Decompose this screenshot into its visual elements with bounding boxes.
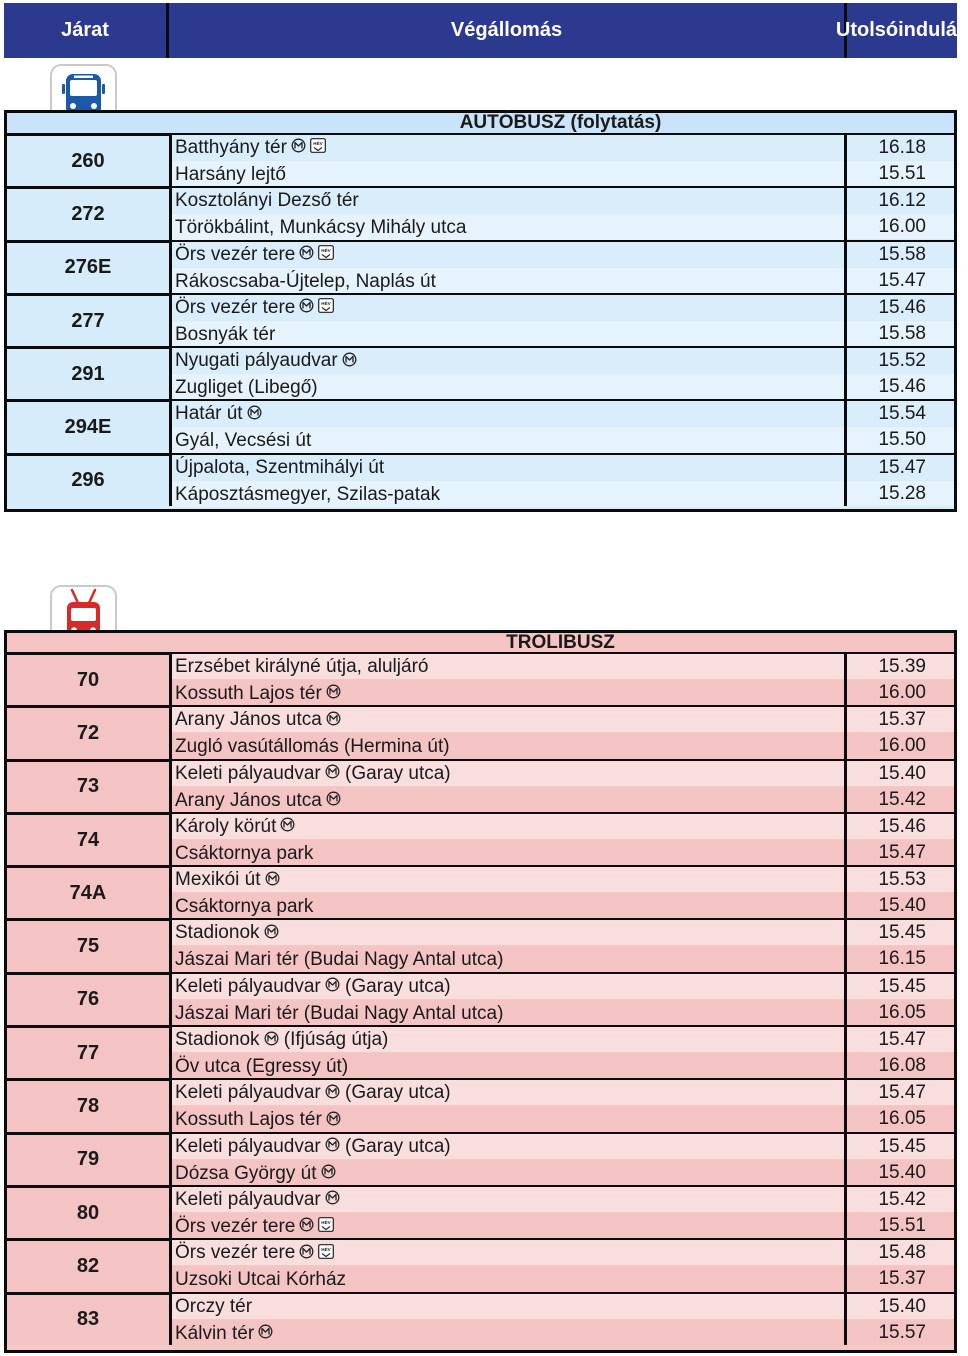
terminus-cell — [172, 1295, 847, 1345]
destination-text: Kosztolányi Dezső tér — [175, 190, 359, 212]
route-number: 74A — [7, 868, 172, 918]
destination-text: Örs vezér tere — [175, 1215, 296, 1237]
trolleybus-table — [4, 630, 957, 1353]
last-departure-2: 15.50 — [847, 427, 954, 452]
metro-icon — [326, 684, 341, 699]
last-departure-2: 15.51 — [847, 1213, 954, 1238]
terminus-2 — [172, 268, 844, 294]
destination-text: Mexikói út — [175, 869, 261, 891]
metro-icon — [325, 977, 340, 992]
terminus-2 — [172, 787, 844, 813]
route-number: 276E — [7, 243, 172, 293]
last-departure-cell — [847, 708, 954, 758]
bus-section-title: AUTÓBUSZ (folytatás) — [7, 113, 954, 133]
destination-text: Keleti pályaudvar — [175, 1188, 321, 1210]
table-row — [7, 1185, 954, 1238]
col-last-departure-header — [835, 3, 968, 58]
last-departure-1: 15.48 — [847, 1240, 954, 1265]
last-departure-1: 15.47 — [847, 1080, 954, 1105]
table-row — [7, 1238, 954, 1291]
last-departure-2: 15.28 — [847, 481, 954, 506]
destination-text: Jászai Mari tér (Budai Nagy Antal utca) — [175, 1002, 504, 1024]
last-departure-1: 15.42 — [847, 1187, 954, 1212]
last-departure-1: 15.40 — [847, 761, 954, 786]
destination-text: Rákoscsaba-Újtelep, Naplás út — [175, 270, 436, 292]
terminus-2 — [172, 1213, 844, 1239]
last-departure-2: 16.15 — [847, 946, 954, 971]
destination-text: Kálvin tér — [175, 1322, 255, 1344]
trolleybus-section-title: TROLIBUSZ — [7, 633, 954, 652]
last-departure-1: 15.39 — [847, 654, 954, 679]
destination-suffix: (Ifjúság útja) — [283, 1029, 389, 1051]
last-departure-cell — [847, 762, 954, 812]
terminus-1 — [172, 814, 844, 839]
terminus-1 — [172, 1027, 844, 1052]
route-number: 82 — [7, 1241, 172, 1291]
last-departure-2: 15.42 — [847, 787, 954, 812]
destination-text: Zugliget (Libegő) — [175, 377, 318, 399]
metro-icon — [325, 1190, 340, 1205]
metro-icon — [299, 245, 314, 260]
last-departure-2: 15.47 — [847, 840, 954, 865]
last-departure-2: 15.58 — [847, 321, 954, 346]
terminus-cell — [172, 349, 847, 399]
destination-text: Nyugati pályaudvar — [175, 350, 338, 372]
destination-text: Arany János utca — [175, 789, 322, 811]
table-row — [7, 865, 954, 918]
terminus-1 — [172, 920, 844, 945]
svg-text:HÉV: HÉV — [321, 248, 332, 254]
last-departure-1: 15.54 — [847, 401, 954, 426]
terminus-1 — [172, 455, 844, 480]
terminus-2 — [172, 1320, 844, 1346]
metro-icon — [291, 138, 306, 153]
last-departure-1: 16.18 — [847, 135, 954, 160]
terminus-1 — [172, 242, 844, 267]
destination-text: Csáktornya park — [175, 896, 314, 918]
route-number: 294E — [7, 402, 172, 452]
destination-text: Arany János utca — [175, 709, 322, 731]
destination-suffix: (Garay utca) — [345, 1082, 451, 1104]
route-number: 80 — [7, 1188, 172, 1238]
destination-text: Törökbálint, Munkácsy Mihály utca — [175, 217, 467, 239]
table-row — [7, 186, 954, 239]
terminus-1 — [172, 867, 844, 892]
last-departure-cell — [847, 1135, 954, 1185]
last-departure-cell — [847, 975, 954, 1025]
last-departure-1: 15.45 — [847, 1134, 954, 1159]
terminus-2 — [172, 1266, 844, 1292]
terminus-2 — [172, 893, 844, 919]
metro-icon — [326, 711, 341, 726]
destination-suffix: (Garay utca) — [345, 762, 451, 784]
hev-icon — [318, 298, 334, 313]
last-departure-1: 16.12 — [847, 188, 954, 213]
col-terminus-header: Végállomás — [169, 3, 847, 58]
route-number: 79 — [7, 1135, 172, 1185]
destination-text: Újpalota, Szentmihályi út — [175, 456, 385, 478]
destination-text: Bosnyák tér — [175, 323, 276, 345]
destination-text: Csáktornya park — [175, 842, 314, 864]
terminus-2 — [172, 840, 844, 866]
destination-text: Zugló vasútállomás (Hermina út) — [175, 736, 450, 758]
last-departure-cell — [847, 136, 954, 186]
hev-icon — [318, 245, 334, 260]
terminus-cell — [172, 136, 847, 186]
terminus-1 — [172, 1294, 844, 1319]
last-departure-1: 15.47 — [847, 1027, 954, 1052]
terminus-1 — [172, 348, 844, 373]
metro-icon — [258, 1324, 273, 1339]
terminus-cell — [172, 708, 847, 758]
last-departure-1: 15.45 — [847, 920, 954, 945]
terminus-cell — [172, 189, 847, 239]
destination-text: Keleti pályaudvar — [175, 1135, 321, 1157]
last-departure-2: 15.40 — [847, 893, 954, 918]
svg-text:HÉV: HÉV — [321, 1220, 332, 1226]
last-departure-2: 16.00 — [847, 214, 954, 239]
destination-text: Örs vezér tere — [175, 1242, 296, 1264]
destination-text: Örs vezér tere — [175, 296, 296, 318]
destination-text: Keleti pályaudvar — [175, 975, 321, 997]
last-departure-cell — [847, 1241, 954, 1291]
terminus-1 — [172, 401, 844, 426]
last-departure-cell — [847, 402, 954, 452]
metro-icon — [325, 764, 340, 779]
table-row — [7, 133, 954, 186]
table-row — [7, 759, 954, 812]
destination-text: Stadionok — [175, 922, 260, 944]
terminus-1 — [172, 188, 844, 213]
terminus-2 — [172, 680, 844, 706]
last-departure-2: 16.08 — [847, 1053, 954, 1078]
last-departure-cell — [847, 1295, 954, 1345]
svg-text:HÉV: HÉV — [321, 301, 332, 307]
last-departure-cell — [847, 868, 954, 918]
route-number: 73 — [7, 762, 172, 812]
last-departure-2: 15.57 — [847, 1320, 954, 1345]
metro-icon — [280, 817, 295, 832]
terminus-2 — [172, 321, 844, 347]
destination-text: Keleti pályaudvar — [175, 762, 321, 784]
hev-icon — [310, 138, 326, 153]
last-departure-1: 15.45 — [847, 974, 954, 999]
metro-icon — [265, 871, 280, 886]
table-row — [7, 293, 954, 346]
terminus-2 — [172, 1106, 844, 1132]
terminus-2 — [172, 161, 844, 187]
metro-icon — [342, 352, 357, 367]
route-number: 75 — [7, 921, 172, 971]
route-number: 277 — [7, 296, 172, 346]
table-row — [7, 652, 954, 705]
terminus-2 — [172, 427, 844, 453]
route-number: 291 — [7, 349, 172, 399]
table-row — [7, 1132, 954, 1185]
last-departure-2: 15.40 — [847, 1160, 954, 1185]
last-departure-cell — [847, 815, 954, 865]
last-departure-cell — [847, 243, 954, 293]
bus-rows — [7, 133, 954, 506]
terminus-2 — [172, 733, 844, 759]
metro-icon — [321, 1164, 336, 1179]
last-departure-2: 15.46 — [847, 374, 954, 399]
destination-suffix: (Garay utca) — [345, 1135, 451, 1157]
last-departure-cell — [847, 1028, 954, 1078]
destination-text: Határ út — [175, 403, 243, 425]
destination-text: Uzsoki Utcai Kórház — [175, 1269, 347, 1291]
destination-text: Káposztásmegyer, Szilas-patak — [175, 483, 441, 505]
terminus-cell — [172, 1028, 847, 1078]
terminus-cell — [172, 1241, 847, 1291]
destination-text: Dózsa György út — [175, 1162, 317, 1184]
terminus-1 — [172, 654, 844, 679]
metro-icon — [326, 791, 341, 806]
table-row — [7, 972, 954, 1025]
last-departure-cell — [847, 456, 954, 506]
destination-text: Jászai Mari tér (Budai Nagy Antal utca) — [175, 949, 504, 971]
route-number: 77 — [7, 1028, 172, 1078]
destination-text: Harsány lejtő — [175, 164, 286, 185]
destination-text: Erzsébet királyné útja, aluljáró — [175, 656, 429, 677]
last-departure-1: 15.37 — [847, 707, 954, 732]
terminus-2 — [172, 1000, 844, 1026]
table-row — [7, 705, 954, 758]
route-number: 260 — [7, 136, 172, 186]
metro-icon — [325, 1084, 340, 1099]
destination-text: Orczy tér — [175, 1295, 253, 1317]
terminus-cell — [172, 243, 847, 293]
last-departure-cell — [847, 296, 954, 346]
terminus-1 — [172, 1134, 844, 1159]
metro-icon — [299, 1217, 314, 1232]
last-departure-2: 16.05 — [847, 1106, 954, 1131]
terminus-cell — [172, 815, 847, 865]
last-departure-2: 16.00 — [847, 733, 954, 758]
route-number: 70 — [7, 655, 172, 705]
route-number: 76 — [7, 975, 172, 1025]
hev-icon — [318, 1217, 334, 1232]
last-departure-1: 15.46 — [847, 814, 954, 839]
svg-text:HÉV: HÉV — [313, 141, 323, 147]
destination-text: Gyál, Vecsési út — [175, 430, 312, 452]
terminus-2 — [172, 374, 844, 400]
col-last-line1: Utolsó — [835, 19, 899, 41]
destination-text: Öv utca (Egressy út) — [175, 1056, 349, 1078]
last-departure-1: 15.46 — [847, 295, 954, 320]
terminus-cell — [172, 1135, 847, 1185]
col-last-line2: indulás — [898, 19, 968, 41]
table-row — [7, 1025, 954, 1078]
trolleybus-rows — [7, 652, 954, 1345]
metro-icon — [326, 1111, 341, 1126]
table-row — [7, 453, 954, 506]
route-number: 72 — [7, 708, 172, 758]
terminus-2 — [172, 946, 844, 972]
table-row — [7, 399, 954, 452]
terminus-1 — [172, 1187, 844, 1212]
route-number: 272 — [7, 189, 172, 239]
svg-text:HÉV: HÉV — [321, 1246, 332, 1252]
terminus-2 — [172, 214, 844, 240]
hev-icon — [318, 1244, 334, 1259]
terminus-cell — [172, 296, 847, 346]
last-departure-cell — [847, 1188, 954, 1238]
table-row — [7, 918, 954, 971]
terminus-cell — [172, 655, 847, 705]
last-departure-1: 15.47 — [847, 455, 954, 480]
last-departure-cell — [847, 655, 954, 705]
last-departure-1: 15.52 — [847, 348, 954, 373]
destination-suffix: (Garay utca) — [345, 975, 451, 997]
destination-text: Batthyány tér — [175, 137, 287, 158]
table-row — [7, 812, 954, 865]
terminus-cell — [172, 402, 847, 452]
destination-text: Stadionok — [175, 1029, 260, 1051]
terminus-1 — [172, 761, 844, 786]
terminus-cell — [172, 1081, 847, 1131]
destination-text: Örs vezér tere — [175, 243, 296, 265]
table-row — [7, 1292, 954, 1345]
terminus-1 — [172, 295, 844, 320]
last-departure-cell — [847, 921, 954, 971]
terminus-1 — [172, 974, 844, 999]
terminus-cell — [172, 456, 847, 506]
last-departure-2: 15.37 — [847, 1266, 954, 1291]
last-departure-2: 15.51 — [847, 161, 954, 186]
last-departure-cell — [847, 1081, 954, 1131]
metro-icon — [325, 1137, 340, 1152]
route-number: 296 — [7, 456, 172, 506]
table-row — [7, 346, 954, 399]
route-number: 83 — [7, 1295, 172, 1345]
terminus-1 — [172, 135, 844, 160]
last-departure-1: 15.40 — [847, 1294, 954, 1319]
metro-icon — [264, 924, 279, 939]
metro-icon — [299, 1244, 314, 1259]
terminus-2 — [172, 1160, 844, 1186]
destination-text: Kossuth Lajos tér — [175, 1109, 322, 1131]
terminus-2 — [172, 1053, 844, 1079]
terminus-cell — [172, 1188, 847, 1238]
table-row — [7, 240, 954, 293]
terminus-2 — [172, 481, 844, 507]
terminus-1 — [172, 1240, 844, 1265]
route-number: 78 — [7, 1081, 172, 1131]
metro-icon — [299, 298, 314, 313]
metro-icon — [264, 1031, 279, 1046]
terminus-1 — [172, 1080, 844, 1105]
table-row — [7, 1078, 954, 1131]
terminus-cell — [172, 975, 847, 1025]
terminus-cell — [172, 868, 847, 918]
last-departure-cell — [847, 189, 954, 239]
terminus-1 — [172, 707, 844, 732]
route-number: 74 — [7, 815, 172, 865]
destination-text: Kossuth Lajos tér — [175, 683, 322, 704]
last-departure-1: 15.53 — [847, 867, 954, 892]
bus-table — [4, 110, 957, 512]
last-departure-2: 16.05 — [847, 1000, 954, 1025]
col-route-header: Járat — [4, 3, 169, 58]
last-departure-1: 15.58 — [847, 242, 954, 267]
last-departure-2: 16.00 — [847, 680, 954, 705]
last-departure-cell — [847, 349, 954, 399]
table-header — [4, 3, 968, 58]
last-departure-2: 15.47 — [847, 268, 954, 293]
metro-icon — [247, 405, 262, 420]
destination-text: Keleti pályaudvar — [175, 1082, 321, 1104]
destination-text: Károly körút — [175, 815, 277, 837]
terminus-cell — [172, 762, 847, 812]
terminus-cell — [172, 921, 847, 971]
